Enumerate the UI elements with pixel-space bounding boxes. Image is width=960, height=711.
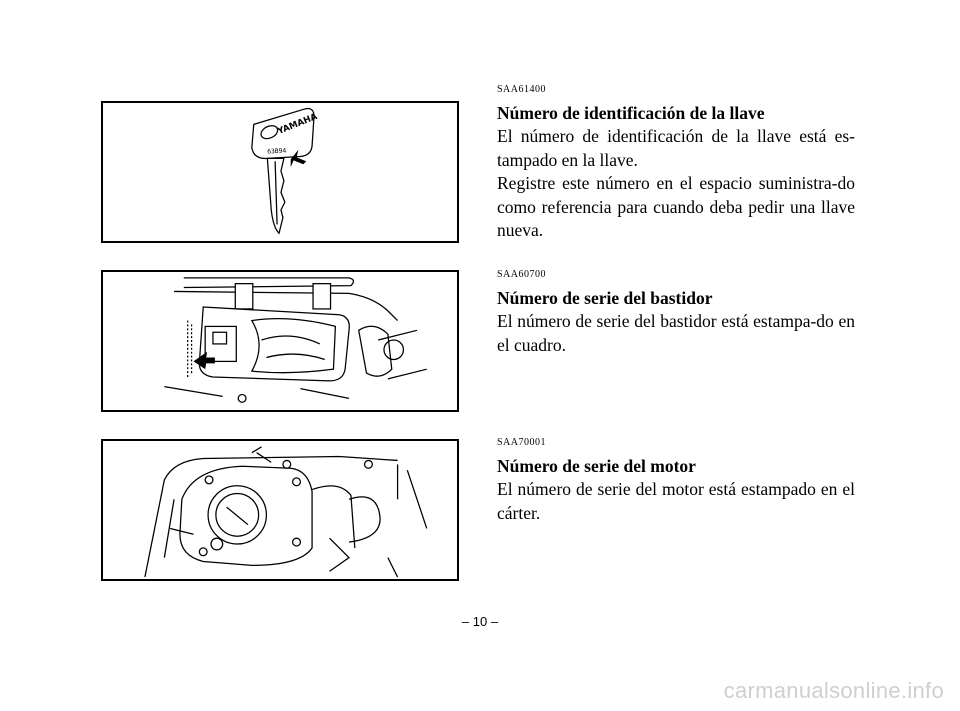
engine-illustration [101,439,459,581]
frame-serial-section [497,269,855,357]
section-code: SAA70001 [497,437,547,448]
key-id-section [497,84,855,243]
engine-serial-section [497,437,855,525]
watermark: carmanualsonline.info [723,678,944,703]
section-title: Número de serie del motor [497,456,696,476]
section-code: SAA60700 [497,269,547,280]
key-drawing [103,103,457,241]
section-title: Número de identificación de la llave [497,103,765,123]
section-paragraph: El número de identificación de la llave está es-tampado en la llave. [497,126,855,170]
section-title: Número de serie del bastidor [497,288,713,308]
section-code: SAA61400 [497,84,547,95]
page-number: – 10 – [461,614,499,629]
key-illustration [101,101,459,243]
frame-drawing [103,272,457,410]
section-paragraph: Registre este número en el espacio suministra-do como referencia para cuando deba pedir una llave nueva. [497,173,855,240]
engine-drawing [103,441,457,579]
key-number-label: 63B94 [267,147,287,156]
key-brand-label: YAMAHA [276,111,319,137]
frame-illustration [101,270,459,412]
section-paragraph: El número de serie del motor está estampado en el cárter. [497,479,855,523]
section-paragraph: El número de serie del bastidor está estampa-do en el cuadro. [497,311,855,355]
